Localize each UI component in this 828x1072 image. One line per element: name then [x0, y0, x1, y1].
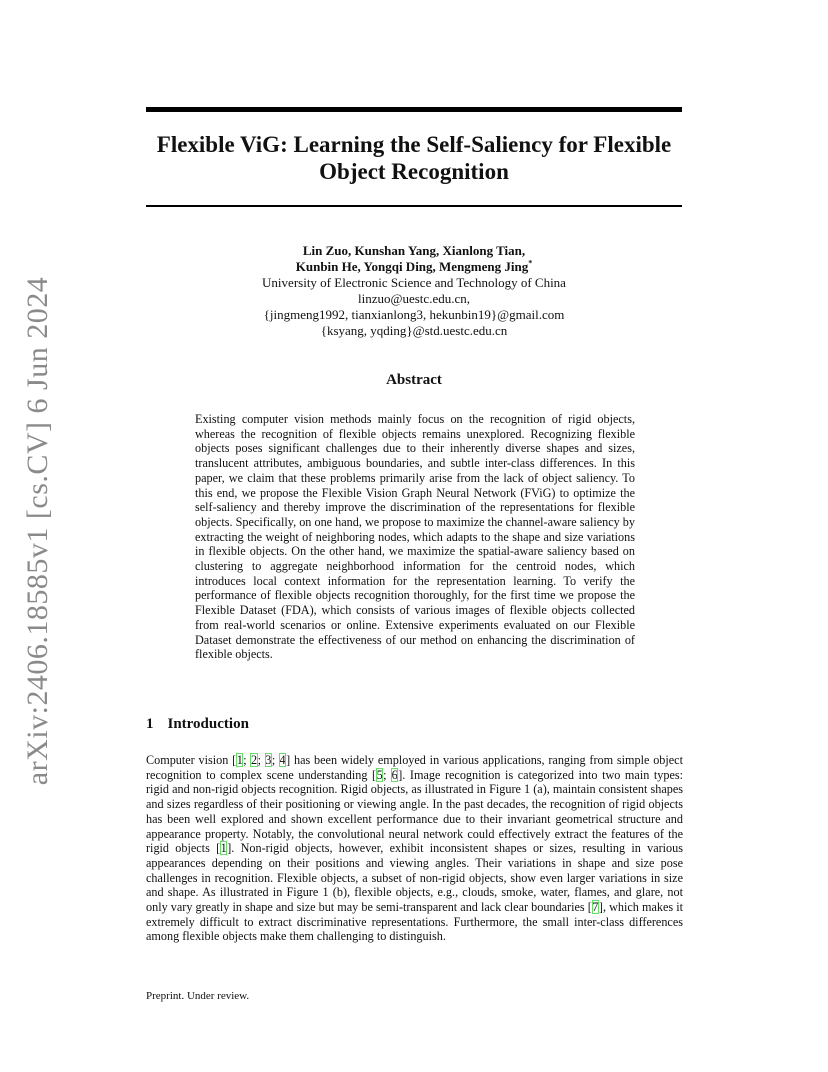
affiliation: University of Electronic Science and Technology of China	[262, 275, 566, 290]
citation-separator: ;	[257, 753, 265, 767]
email-line-2: {jingmeng1992, tianxianlong3, hekunbin19}@gmail.com	[263, 307, 565, 322]
citation-separator: ;	[271, 753, 280, 767]
paper-title	[146, 131, 682, 185]
citation-link[interactable]: 3	[265, 753, 272, 767]
citation-link[interactable]: 6	[391, 767, 398, 782]
citation-link[interactable]: 1	[236, 753, 243, 767]
introduction-paragraph	[146, 753, 683, 944]
intro-text: ], which makes it extremely difficult to extract discriminative representations. Furthermore, the small inter-class differences among flexible objects make them challenging to distinguish.	[146, 900, 683, 944]
authors-line-1: Lin Zuo, Kunshan Yang, Xianlong Tian,	[302, 243, 526, 258]
intro-text: ]. Image recognition is categorized into two main types: rigid and non-rigid objects recognition. Rigid objects, as illustrated in Figure 1 (a), maintain consistent shapes and sizes regardless of their positioning or viewing angle. In the past decades, the recognition of rigid objects has been well explored and shown excellent performance due to their invariant geometrical structure and appearance property. Notably, the convolutional neural network could effectively extract the features of the rigid objects [	[146, 767, 684, 856]
title-line-1: Flexible ViG: Learning the Self-Saliency for Flexible	[156, 132, 672, 157]
citation-separator: ;	[243, 753, 251, 767]
intro-text: ] has been widely employed in various applications, ranging from simple object recognition to complex scene understanding [	[146, 753, 683, 782]
citation-link[interactable]: 5	[376, 767, 383, 782]
citation-separator: ;	[383, 767, 392, 782]
citation-link[interactable]: 7	[592, 900, 599, 915]
title-line-2: Object Recognition	[319, 159, 509, 184]
corresponding-author-mark: *	[528, 258, 533, 268]
citation-link[interactable]: 1	[220, 841, 227, 856]
authors-line-2-text: Kunbin He, Yongqi Ding, Mengmeng Jing	[295, 259, 529, 274]
title-bottom-rule	[146, 205, 682, 207]
intro-text: ]. Non-rigid objects, however, exhibit inconsistent shapes or sizes, resulting in various appearances depending on their positions and viewing angles. Their variations in shape and size pose challenges in recognition. Flexible objects, a subset of non-rigid objects, show even larger variations in size and shape. As illustrated in Figure 1 (b), flexible objects, e.g., clouds, smoke, water, flames, and glare, not only vary greatly in shape and size but may be semi-transparent and lack clear boundaries [	[146, 841, 683, 915]
authors-line-2	[146, 259, 682, 275]
intro-text: Computer vision [	[146, 753, 237, 767]
citation-link[interactable]: 2	[250, 753, 258, 767]
section-heading	[146, 716, 249, 733]
title-top-rule	[146, 107, 682, 112]
section-title: Introduction	[167, 716, 249, 732]
abstract-text: Existing computer vision methods mainly focus on the recognition of rigid objects, whereas the recognition of flexible objects remains unexplored. Recognizing flexible objects poses significant challenges due to their inherently diverse shapes and sizes, translucent attributes, ambiguous boundaries, and subtle inter-class differences. In this paper, we claim that these problems primarily arise from the lack of object saliency. To this end, we propose the Flexible Vision Graph Neural Network (FViG) to optimize the self-saliency and thereby improve the discrimination of the representations for flexible objects. Specifically, on one hand, we propose to maximize the channel-aware saliency by extracting the weight of neighboring nodes, which adapts to the shape and size variations in flexible objects. On the other hand, we maximize the spatial-aware saliency based on clustering to aggregate neighborhood information for the centroid nodes, which introduces local context information for the representation learning. To verify the performance of flexible objects recognition thoroughly, for the first time we propose the Flexible Dataset (FDA), which consists of various images of flexible objects collected from real-world scenarios or online. Extensive experiments evaluated on our Flexible Dataset demonstrate the effectiveness of our method on enhancing the discrimination of flexible objects.	[195, 412, 635, 662]
arxiv-identifier: arXiv:2406.18585v1 [cs.CV] 6 Jun 2024	[21, 276, 54, 786]
preprint-footnote: Preprint. Under review.	[146, 990, 250, 1002]
email-line-3: {ksyang, yqding}@std.uestc.edu.cn	[320, 323, 508, 338]
email-line-1: linzuo@uestc.edu.cn,	[358, 291, 470, 306]
abstract-heading: Abstract	[386, 372, 442, 388]
citation-link[interactable]: 4	[279, 753, 286, 767]
arxiv-stamp	[0, 0, 60, 1072]
author-block	[146, 243, 682, 339]
section-number: 1	[146, 716, 154, 732]
